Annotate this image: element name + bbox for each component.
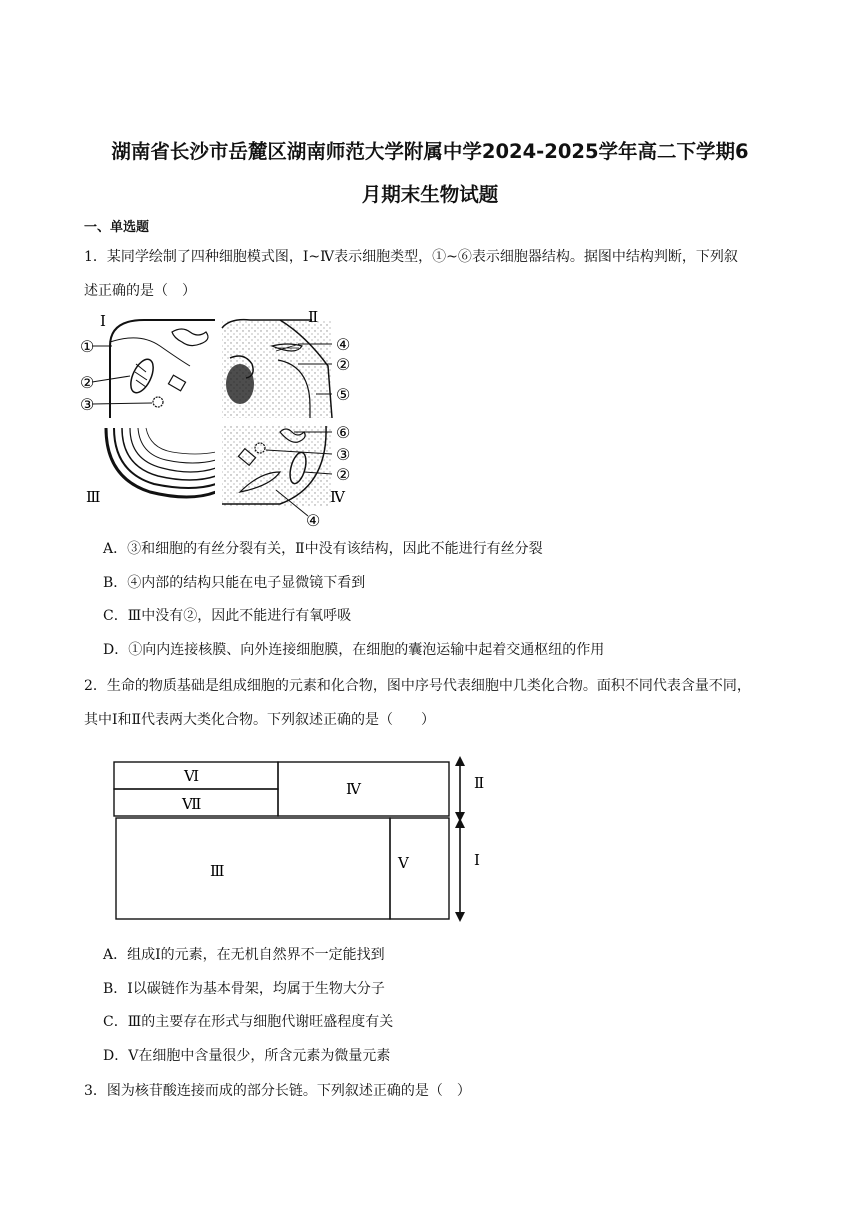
- question-1-option-a: A．③和细胞的有丝分裂有关，Ⅱ中没有该结构，因此不能进行有丝分裂: [103, 541, 543, 557]
- question-2-option-b: B．Ⅰ以碳链作为基本骨架，均属于生物大分子: [103, 981, 385, 997]
- cell-type-1: [92, 320, 216, 418]
- question-2-line2: 其中Ⅰ和Ⅱ代表两大类化合物。下列叙述正确的是（ ）: [84, 712, 436, 728]
- label-vi: Ⅵ: [184, 767, 200, 785]
- section-heading: 一、单选题: [84, 220, 150, 235]
- marker-4-bottom: ④: [306, 511, 321, 530]
- label-i: Ⅰ: [474, 851, 480, 869]
- marker-2-bottom: ②: [336, 465, 351, 484]
- cell-type-4: [222, 426, 332, 516]
- marker-3-left: ③: [80, 395, 95, 414]
- quadrant-label-4: Ⅳ: [330, 488, 345, 506]
- question-2-option-c: C．Ⅲ的主要存在形式与细胞代谢旺盛程度有关: [103, 1014, 394, 1030]
- question-2-line1: 2．生命的物质基础是组成细胞的元素和化合物，图中序号代表细胞中几类化合物。面积不同代表含量不同，: [84, 678, 751, 694]
- document-title-line2: 月期末生物试题: [361, 183, 499, 206]
- question-1-line2: 述正确的是（ ）: [84, 283, 196, 299]
- question-1-option-d: D．①向内连接核膜、向外连接细胞膜，在细胞的囊泡运输中起着交通枢纽的作用: [103, 642, 605, 658]
- marker-1: ①: [80, 337, 95, 356]
- marker-2-left: ②: [80, 373, 95, 392]
- quadrant-label-3: Ⅲ: [86, 488, 101, 506]
- question-1-stem: [84, 240, 784, 308]
- label-iii: Ⅲ: [210, 862, 225, 880]
- question-2-option-d: D．Ⅴ在细胞中含量很少，所含元素为微量元素: [103, 1048, 391, 1064]
- label-vii: Ⅶ: [182, 795, 202, 813]
- question-3-line1: 3．图为核苷酸连接而成的部分长链。下列叙述正确的是（ ）: [84, 1083, 471, 1099]
- cell-type-3: [106, 428, 216, 497]
- label-ii: Ⅱ: [474, 774, 485, 792]
- marker-5: ⑤: [336, 385, 351, 404]
- quadrant-label-1: Ⅰ: [100, 312, 106, 330]
- question-3-stem: [84, 1074, 784, 1108]
- marker-6: ⑥: [336, 423, 351, 442]
- question-1-line1: 1．某同学绘制了四种细胞模式图，Ⅰ~Ⅳ表示细胞类型，①~⑥表示细胞器结构。据图中结构判断，下列叙: [84, 249, 738, 265]
- compound-area-figure: [108, 752, 508, 924]
- cell-diagram-figure: [80, 306, 370, 530]
- question-2-option-a: A．组成Ⅰ的元素，在无机自然界不一定能找到: [103, 947, 385, 963]
- cell-type-2: [222, 320, 332, 418]
- label-iv: Ⅳ: [346, 780, 361, 798]
- question-1-option-c: C．Ⅲ中没有②，因此不能进行有氧呼吸: [103, 608, 352, 624]
- marker-3-bottom: ③: [336, 445, 351, 464]
- marker-2-top: ②: [336, 355, 351, 374]
- quadrant-label-2: Ⅱ: [308, 308, 319, 326]
- label-v: Ⅴ: [398, 854, 409, 872]
- question-1-option-b: B．④内部的结构只能在电子显微镜下看到: [103, 575, 366, 591]
- marker-4-top: ④: [336, 335, 351, 354]
- question-2-stem: [84, 669, 784, 737]
- document-title-line1: 湖南省长沙市岳麓区湖南师范大学附属中学2024-2025学年高二下学期6: [111, 140, 749, 163]
